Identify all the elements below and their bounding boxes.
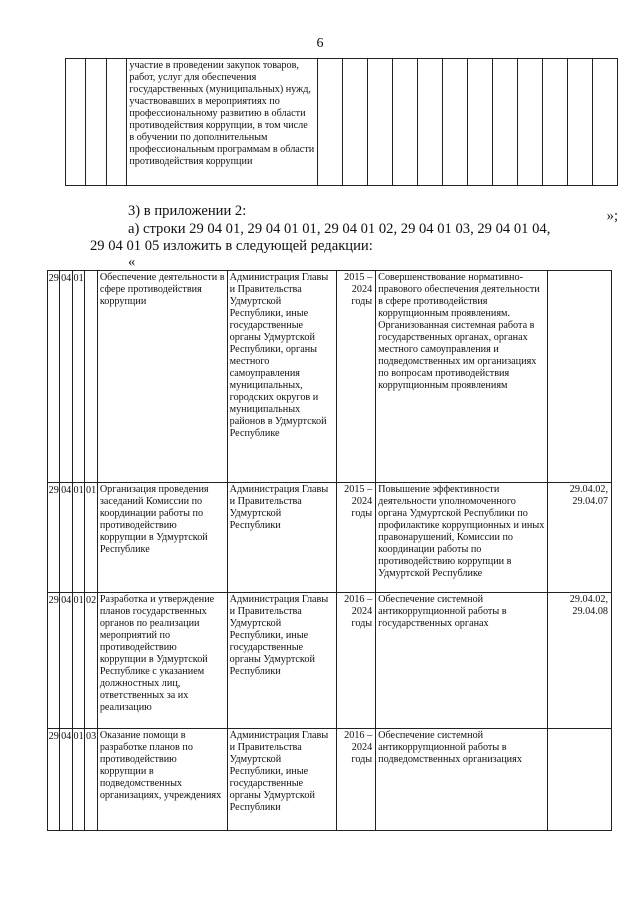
indicators-cell (547, 729, 611, 831)
opening-quote: « (128, 254, 136, 270)
measure-name-cell: Организация проведения заседаний Комиссии по координации работы по противодействию коррупции в Удмуртской Республике (97, 483, 227, 593)
code-cell: 04 (60, 593, 72, 729)
value-cell (367, 59, 392, 186)
measure-name-cell: Разработка и утверждение планов государственных органов по реализации мероприятий по противодействию коррупции в Удмуртской Республике с указанием должностных лиц, ответственных за их реализацию (97, 593, 227, 729)
code-cell (66, 59, 86, 186)
value-cell (442, 59, 467, 186)
value-cell (342, 59, 367, 186)
program-table (47, 270, 612, 831)
value-cell (467, 59, 492, 186)
measure-name-cell: Обеспечение деятельности в сфере противодействия коррупции (97, 271, 227, 483)
executor-cell: Администрация Главы и Правительства Удмуртской Республики, иные государственные органы Удмуртской Республики (227, 729, 336, 831)
code-cell: 29 (48, 271, 60, 483)
years-cell: 2016 – 2024 годы (336, 593, 375, 729)
table-row (66, 59, 618, 186)
code-cell: 01 (72, 593, 84, 729)
code-cell: 04 (60, 483, 72, 593)
value-cell (417, 59, 442, 186)
result-cell: Обеспечение системной антикоррупционной работы в государственных органах (376, 593, 547, 729)
closing-quote: »; (606, 208, 618, 224)
result-cell: Совершенствование нормативно-правового обеспечения деятельности в сфере противодействия коррупционным проявлениям. Организованная системная работа в государственных органах, органах местного самоуправления и подведомственных им организациях по вопросам противодействия коррупционным проявлениям (376, 271, 547, 483)
indicators-cell (547, 271, 611, 483)
measure-name-cell: Оказание помощи в разработке планов по противодействию коррупции в подведомственных организациях, учреждениях (97, 729, 227, 831)
continued-table (65, 58, 618, 186)
value-cell (592, 59, 617, 186)
code-cell: 04 (60, 271, 72, 483)
table-row (48, 593, 612, 729)
code-cell: 29 (48, 483, 60, 593)
years-cell: 2015 – 2024 годы (336, 271, 375, 483)
years-cell: 2016 – 2024 годы (336, 729, 375, 831)
code-cell (86, 59, 106, 186)
indicators-cell: 29.04.02, 29.04.08 (547, 593, 611, 729)
table-row (48, 483, 612, 593)
code-cell: 01 (72, 483, 84, 593)
value-cell (317, 59, 342, 186)
code-cell: 03 (85, 729, 97, 831)
value-cell (392, 59, 417, 186)
executor-cell: Администрация Главы и Правительства Удмуртской Республики, иные государственные органы Удмуртской Республики (227, 593, 336, 729)
executor-cell: Администрация Главы и Правительства Удмуртской Республики (227, 483, 336, 593)
years-cell: 2015 – 2024 годы (336, 483, 375, 593)
item-a-line-1: а) строки 29 04 01, 29 04 01 01, 29 04 01 02, 29 04 01 03, 29 04 01 04, (128, 221, 551, 237)
indicators-cell: 29.04.02, 29.04.07 (547, 483, 611, 593)
code-cell: 01 (72, 729, 84, 831)
table-row (48, 271, 612, 483)
item-a-line-2: 29 04 01 05 изложить в следующей редакции: (90, 238, 373, 254)
result-cell: Повышение эффективности деятельности уполномоченного органа Удмуртской Республики по профилактике коррупционных и иных правонарушений, Комиссии по координации работы по противодействию коррупции в Удмуртской Республике (376, 483, 547, 593)
result-cell: Обеспечение системной антикоррупционной работы в подведомственных организациях (376, 729, 547, 831)
value-cell (567, 59, 592, 186)
code-cell: 01 (85, 483, 97, 593)
code-cell: 04 (60, 729, 72, 831)
indicator-name-cell: участие в проведении закупок товаров, работ, услуг для обеспечения государственных (муниципальных) нужд, участвовавших в мероприятиях по профессиональному развитию в области противодействия коррупции, в том числе в обучении по дополнительным профессиональным программам в области противодействия коррупции (127, 59, 317, 186)
table-row (48, 729, 612, 831)
item-3-text: 3) в приложении 2: (128, 203, 247, 219)
code-cell (106, 59, 126, 186)
code-cell: 01 (72, 271, 84, 483)
code-cell: 29 (48, 729, 60, 831)
page-number: 6 (316, 36, 324, 51)
code-cell: 02 (85, 593, 97, 729)
value-cell (492, 59, 517, 186)
executor-cell: Администрация Главы и Правительства Удмуртской Республики, иные государственные органы Удмуртской Республики, органы местного самоуправления муниципальных, городских округов и муниципальных районов в Удмуртской Республике (227, 271, 336, 483)
code-cell (85, 271, 97, 483)
code-cell: 29 (48, 593, 60, 729)
value-cell (517, 59, 542, 186)
value-cell (542, 59, 567, 186)
